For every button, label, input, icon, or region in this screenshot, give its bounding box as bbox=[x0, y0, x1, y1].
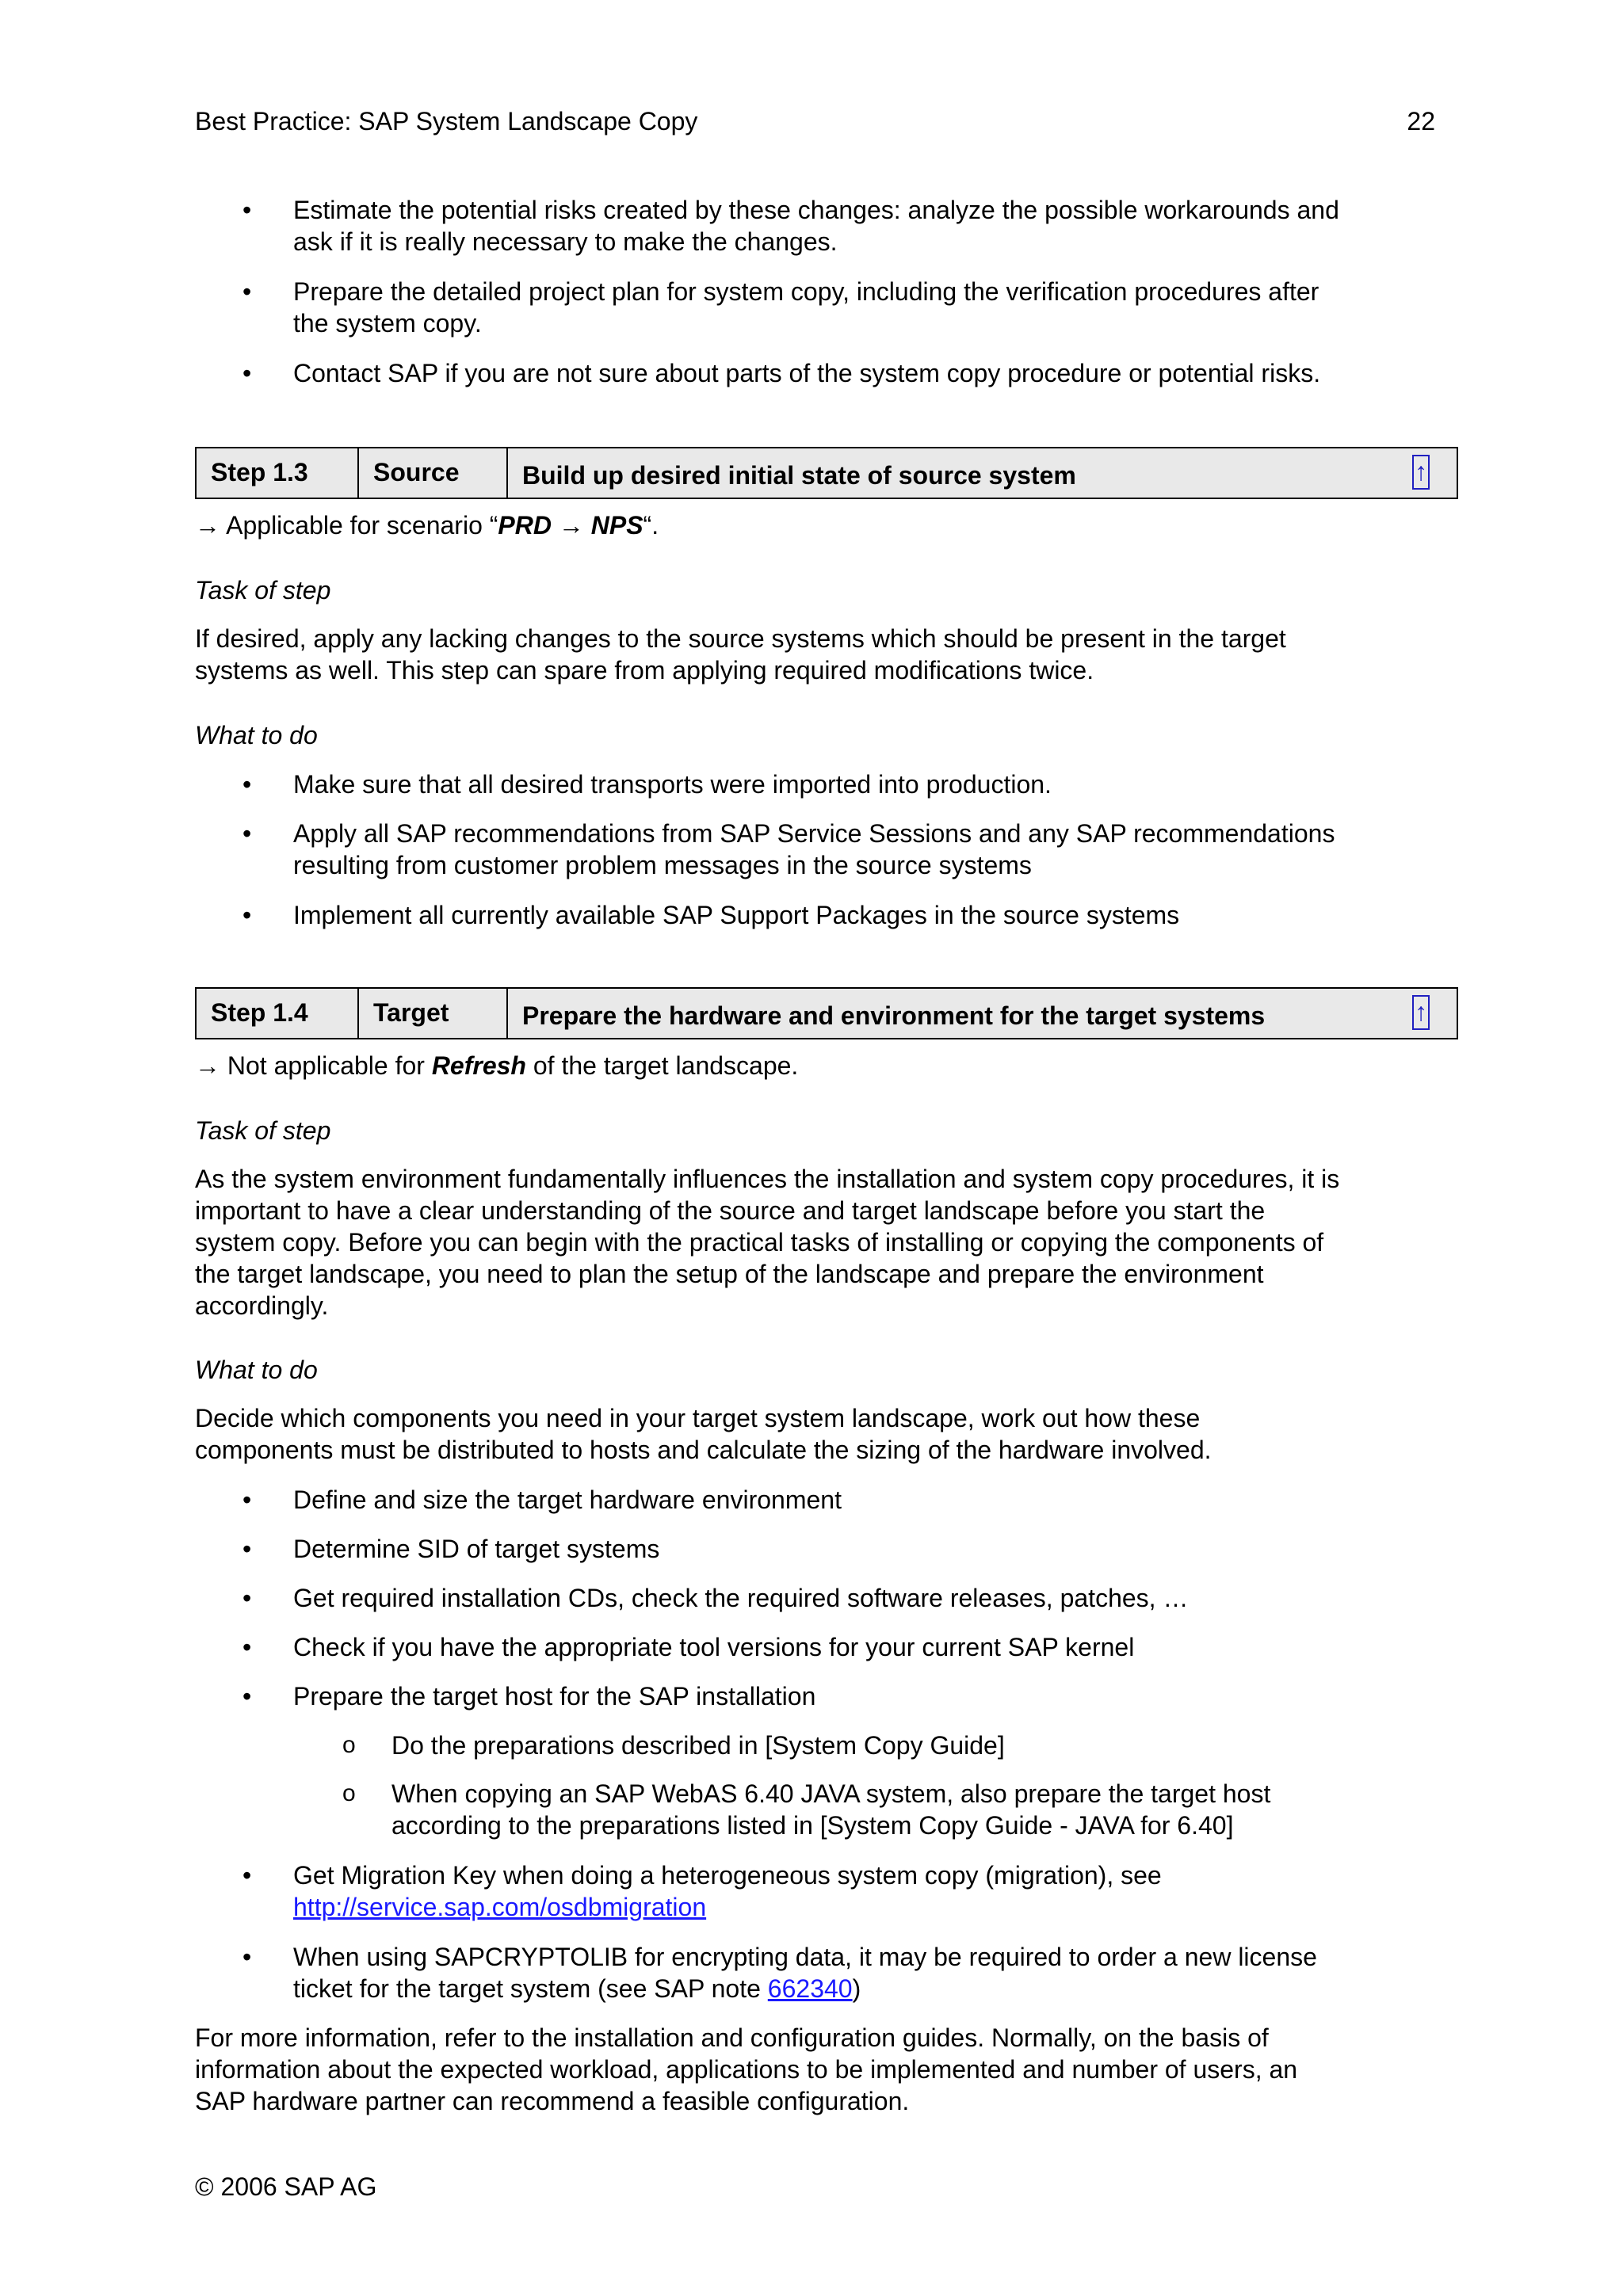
footer-copyright: © 2006 SAP AG bbox=[195, 2172, 377, 2201]
osdbmigration-link[interactable]: http://service.sap.com/osdbmigration bbox=[293, 1893, 707, 1921]
what-heading: What to do bbox=[195, 1356, 318, 1384]
list-item: Get Migration Key when doing a heterogeneous system copy (migration), see http://service.sap.com/osdbmigration bbox=[293, 1861, 1162, 1921]
sub-bullet-circle: o bbox=[342, 1732, 356, 1758]
header-title: Best Practice: SAP System Landscape Copy bbox=[195, 107, 698, 135]
bullet-dot: • bbox=[242, 1682, 252, 1711]
page-number: 22 bbox=[1407, 107, 1435, 135]
bullet-dot: • bbox=[242, 1861, 252, 1890]
list-item: Get required installation CDs, check the required software releases, patches, … bbox=[293, 1584, 1189, 1612]
list-item: Contact SAP if you are not sure about parts of the system copy procedure or potential risks. bbox=[293, 359, 1321, 387]
step-title: Build up desired initial state of source system ↑ bbox=[508, 448, 1457, 498]
list-item: Make sure that all desired transports were imported into production. bbox=[293, 770, 1052, 799]
list-item: Define and size the target hardware environment bbox=[293, 1486, 842, 1514]
list-item: Apply all SAP recommendations from SAP Service Sessions and any SAP recommendations resulting from customer problem messages in the source systems bbox=[293, 819, 1335, 879]
bullet-dot: • bbox=[242, 359, 252, 387]
what-paragraph: Decide which components you need in your target system landscape, work out how these components must be distributed to hosts and calculate the sizing of the hardware involved. bbox=[195, 1404, 1212, 1464]
step-system: Source bbox=[359, 448, 508, 498]
sap-note-link[interactable]: 662340 bbox=[767, 1974, 853, 2003]
sub-list-item: Do the preparations described in [System Copy Guide] bbox=[391, 1731, 1005, 1760]
bullet-dot: • bbox=[242, 1633, 252, 1661]
list-item: Prepare the detailed project plan for system copy, including the verification procedures after the system copy. bbox=[293, 277, 1319, 338]
bullet-dot: • bbox=[242, 1943, 252, 1971]
bullet-dot: • bbox=[242, 819, 252, 848]
sub-bullet-circle: o bbox=[342, 1780, 356, 1806]
applicability-note: → Applicable for scenario “PRD → NPS“. bbox=[195, 511, 659, 540]
what-heading: What to do bbox=[195, 721, 318, 749]
sub-list-item: When copying an SAP WebAS 6.40 JAVA system, also prepare the target host according to the preparations listed in [System Copy Guide - JAVA for 6.40] bbox=[391, 1779, 1271, 1840]
task-heading: Task of step bbox=[195, 576, 331, 605]
step-1-4-table bbox=[195, 987, 1458, 1039]
closing-paragraph: For more information, refer to the installation and configuration guides. Normally, on the basis of information about the expected workload, applications to be implemented and number of users, an SAP hardware partner can recommend a feasible configuration. bbox=[195, 2023, 1298, 2115]
step-title: Prepare the hardware and environment for the target systems ↑ bbox=[508, 989, 1457, 1038]
list-item: Implement all currently available SAP Support Packages in the source systems bbox=[293, 901, 1180, 929]
step-number: Step 1.4 bbox=[197, 989, 359, 1038]
bullet-dot: • bbox=[242, 1584, 252, 1612]
list-item: Estimate the potential risks created by these changes: analyze the possible workarounds and ask if it is really necessary to make the changes. bbox=[293, 196, 1339, 256]
back-to-top-arrow-icon[interactable]: ↑ bbox=[1412, 455, 1430, 490]
task-paragraph: As the system environment fundamentally influences the installation and system copy procedures, it is important to have a clear understanding of the source and target landscape before you start the system copy. Before you can begin with the practical tasks of installing or copying the components of the target landscape, you need to plan the setup of the landscape and prepare the environment accordingly. bbox=[195, 1165, 1340, 1320]
applicability-note: → Not applicable for Refresh of the target landscape. bbox=[195, 1051, 799, 1080]
list-item: Determine SID of target systems bbox=[293, 1535, 660, 1563]
step-system: Target bbox=[359, 989, 508, 1038]
list-item: Prepare the target host for the SAP installation bbox=[293, 1682, 816, 1711]
bullet-dot: • bbox=[242, 770, 252, 799]
bullet-dot: • bbox=[242, 277, 252, 306]
back-to-top-arrow-icon[interactable]: ↑ bbox=[1412, 995, 1430, 1030]
bullet-dot: • bbox=[242, 1535, 252, 1563]
bullet-dot: • bbox=[242, 196, 252, 224]
task-heading: Task of step bbox=[195, 1116, 331, 1145]
step-number: Step 1.3 bbox=[197, 448, 359, 498]
bullet-dot: • bbox=[242, 1486, 252, 1514]
list-item: When using SAPCRYPTOLIB for encrypting data, it may be required to order a new license ticket for the target system (see SAP note 662340) bbox=[293, 1943, 1317, 2003]
step-1-3-table bbox=[195, 447, 1458, 499]
list-item: Check if you have the appropriate tool versions for your current SAP kernel bbox=[293, 1633, 1135, 1661]
bullet-dot: • bbox=[242, 901, 252, 929]
task-paragraph: If desired, apply any lacking changes to the source systems which should be present in the target systems as well. This step can spare from applying required modifications twice. bbox=[195, 624, 1286, 685]
